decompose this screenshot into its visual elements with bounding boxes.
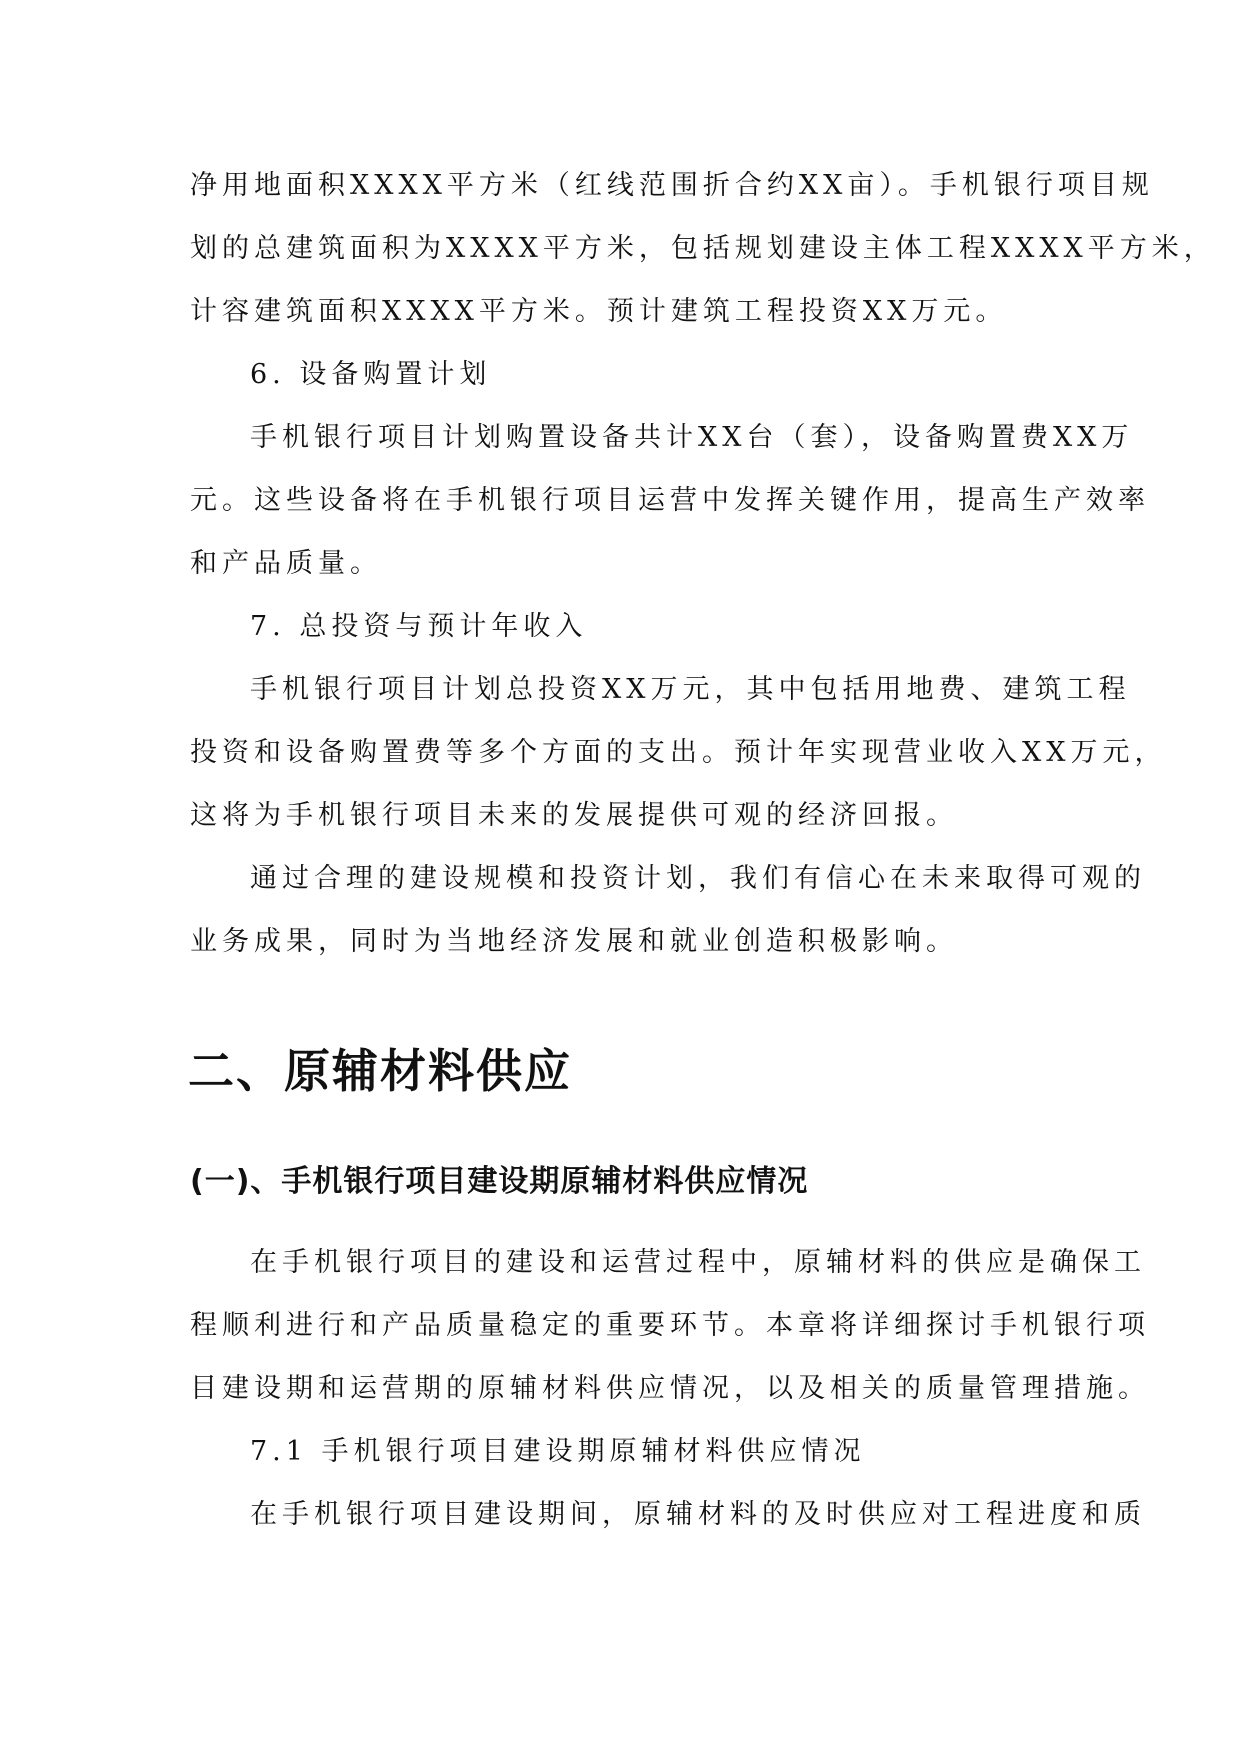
paragraph-line: 和产品质量。 bbox=[190, 548, 382, 579]
paragraph-line: 手机银行项目计划购置设备共计XX台（套），设备购置费XX万 bbox=[250, 422, 1134, 453]
paragraph-line: 这将为手机银行项目未来的发展提供可观的经济回报。 bbox=[190, 800, 958, 831]
paragraph-line: 在手机银行项目的建设和运营过程中，原辅材料的供应是确保工 bbox=[250, 1247, 1146, 1278]
chapter-heading: 二、原辅材料供应 bbox=[188, 1044, 572, 1098]
paragraph-line: 程顺利进行和产品质量稳定的重要环节。本章将详细探讨手机银行项 bbox=[190, 1310, 1150, 1341]
paragraph-line: 元。这些设备将在手机银行项目运营中发挥关键作用，提高生产效率 bbox=[190, 485, 1150, 516]
paragraph-line: 划的总建筑面积为XXXX平方米，包括规划建设主体工程XXXX平方米， bbox=[190, 233, 1216, 264]
paragraph-line: 目建设期和运营期的原辅材料供应情况，以及相关的质量管理措施。 bbox=[190, 1373, 1150, 1404]
section-heading: (一)、手机银行项目建设期原辅材料供应情况 bbox=[190, 1164, 809, 1199]
paragraph-line: 投资和设备购置费等多个方面的支出。预计年实现营业收入XX万元， bbox=[190, 737, 1167, 768]
paragraph-line: 净用地面积XXXX平方米（红线范围折合约XX亩）。手机银行项目规 bbox=[190, 170, 1154, 201]
paragraph-line: 手机银行项目计划总投资XX万元，其中包括用地费、建筑工程 bbox=[250, 674, 1131, 705]
paragraph-line: 通过合理的建设规模和投资计划，我们有信心在未来取得可观的 bbox=[250, 863, 1146, 894]
section-item-heading: 7.1 手机银行项目建设期原辅材料供应情况 bbox=[250, 1436, 866, 1467]
paragraph-line: 业务成果，同时为当地经济发展和就业创造积极影响。 bbox=[190, 926, 958, 957]
paragraph-line: 计容建筑面积XXXX平方米。预计建筑工程投资XX万元。 bbox=[190, 296, 1008, 327]
paragraph-line: 在手机银行项目建设期间，原辅材料的及时供应对工程进度和质 bbox=[250, 1499, 1146, 1530]
section-item-heading: 7. 总投资与预计年收入 bbox=[250, 611, 588, 642]
section-item-heading: 6. 设备购置计划 bbox=[250, 359, 492, 390]
